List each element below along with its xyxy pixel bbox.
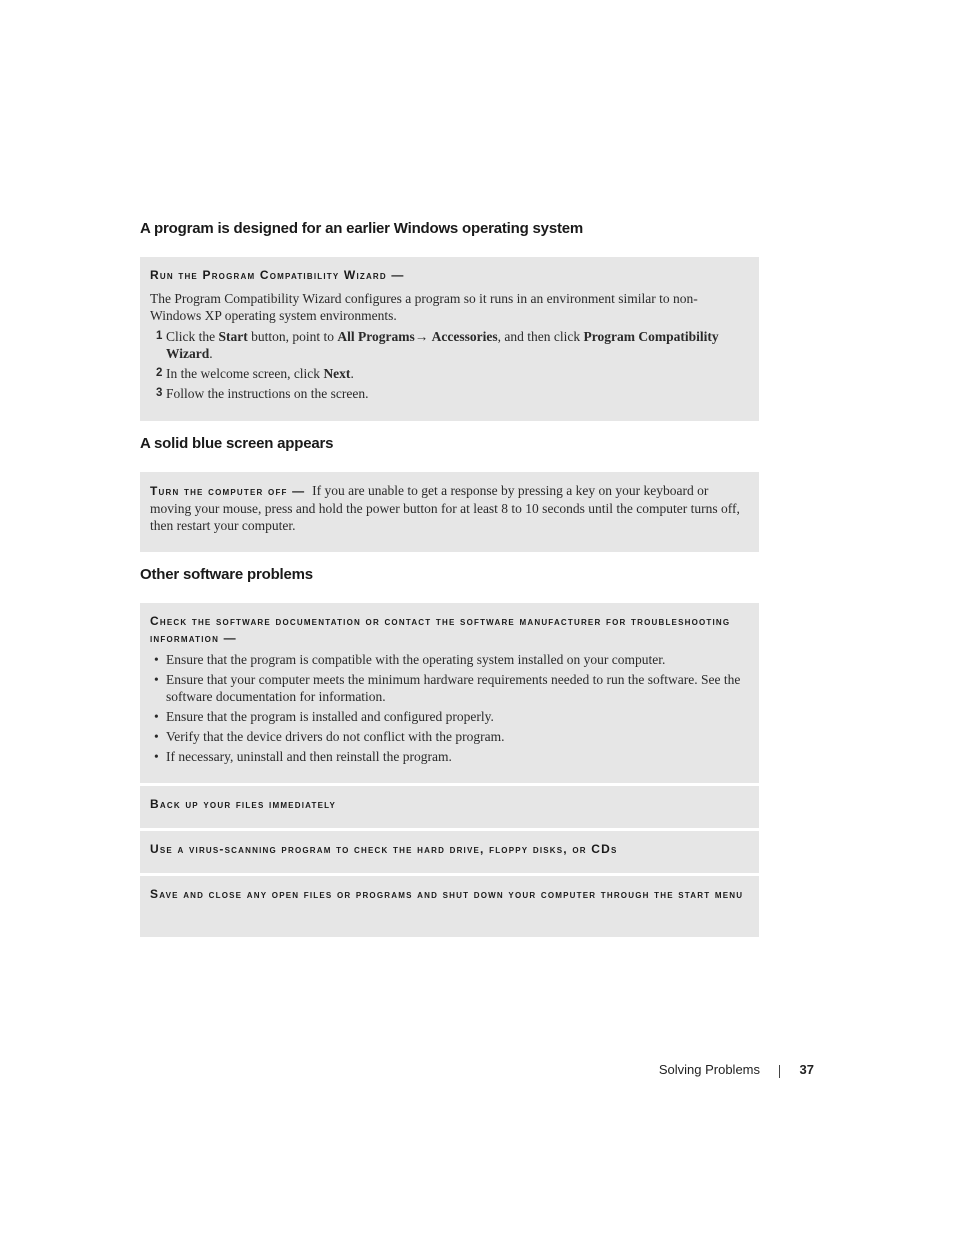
program-compatibility-wizard-label: Program Compatibility Wizard (166, 329, 719, 361)
list-item: 1 Click the Start button, point to All Programs→ Accessories, and then click Program Compatibility Wizard. (156, 329, 719, 361)
step-number: 1 (156, 330, 163, 342)
box-title: Back up your files immediately (150, 797, 337, 811)
list-item: • If necessary, uninstall and then reinstall the program. (154, 749, 452, 764)
step-number: 3 (156, 387, 163, 399)
list-item: 3 Follow the instructions on the screen. (156, 386, 369, 401)
accessories-label: Accessories (431, 329, 498, 344)
bullet-marker: • (154, 709, 159, 724)
virus-scan-box (140, 831, 759, 873)
footer-chapter-label: Solving Problems (658, 1062, 760, 1077)
steps-list (150, 328, 747, 402)
check-documentation-box (140, 603, 759, 783)
box-title: Save and close any open files or programs and shut down your computer through the start menu (150, 887, 744, 901)
bullet-marker: • (154, 672, 159, 687)
page-number: 37 (799, 1062, 814, 1077)
list-item: 2 In the welcome screen, click Next. (156, 366, 354, 381)
all-programs-label: All Programs (337, 329, 415, 344)
compatibility-wizard-box (140, 257, 759, 421)
box-title: Turn the computer off — (150, 484, 306, 498)
turn-off-text: If you are unable to get a response by pressing a key on your keyboard or moving your mouse, press and hold the power button for at least 8 to 10 seconds until the computer turns off, then restart your computer. (150, 483, 740, 533)
list-item: • Ensure that the program is installed and configured properly. (154, 709, 494, 724)
bullet-marker: • (154, 652, 159, 667)
bullet-marker: • (154, 729, 159, 744)
turn-off-paragraph (150, 482, 747, 534)
bullets-list (150, 651, 747, 765)
box-title: Use a virus-scanning program to check the hard drive, floppy disks, or CDs (150, 842, 618, 856)
back-up-files-box (140, 786, 759, 828)
section-heading-other-software: Other software problems (140, 566, 313, 583)
page-footer (600, 1062, 814, 1080)
box-title: Run the Program Compatibility Wizard — (150, 268, 405, 282)
start-button-label: Start (218, 329, 248, 344)
list-item: • Ensure that your computer meets the minimum hardware requirements needed to run the software. See the software documentation for information. (154, 672, 741, 704)
step-number: 2 (156, 367, 163, 379)
box-title: Check the software documentation or contact the software manufacturer for troubleshooting information — (150, 614, 731, 645)
next-button-label: Next (323, 366, 351, 381)
bullet-marker: • (154, 749, 159, 764)
section-heading-blue-screen: A solid blue screen appears (140, 435, 334, 452)
save-and-shutdown-box (140, 876, 759, 937)
box-intro-text: The Program Compatibility Wizard configures a program so it runs in an environment similar to non-Windows XP operating system environments. (150, 291, 698, 323)
list-item: • Ensure that the program is compatible with the operating system installed on your computer. (154, 652, 666, 667)
section-heading-earlier-windows: A program is designed for an earlier Windows operating system (140, 220, 584, 237)
turn-computer-off-box (140, 472, 759, 552)
footer-divider (779, 1065, 780, 1078)
list-item: • Verify that the device drivers do not conflict with the program. (154, 729, 505, 744)
